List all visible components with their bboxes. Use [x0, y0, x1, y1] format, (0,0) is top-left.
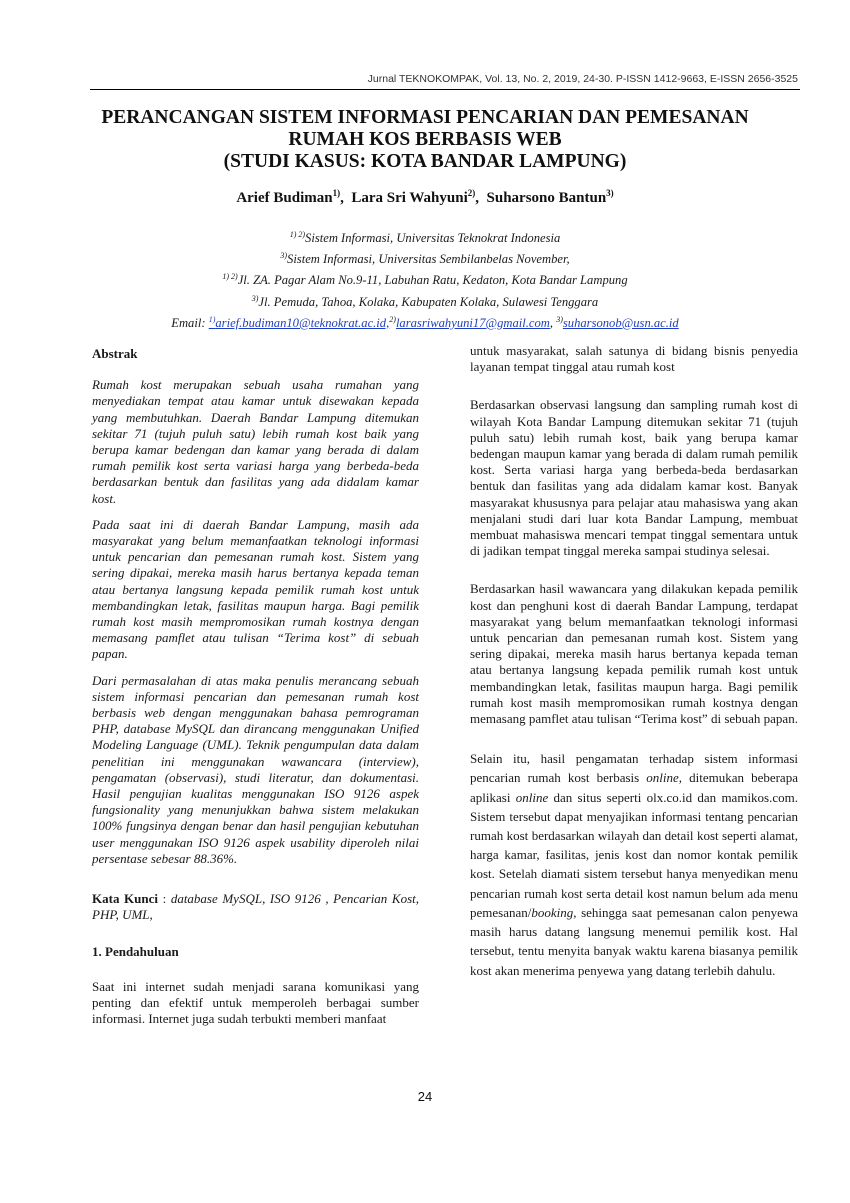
author-1-sup: 1): [332, 188, 341, 198]
title-line-3: (STUDI KASUS: KOTA BANDAR LAMPUNG): [223, 151, 627, 172]
page-number: 24: [417, 1089, 433, 1104]
intro-paragraph-1: Saat ini internet sudah menjadi sarana komunikasi yang penting dan efektif untuk memperoleh berbagai sumber informasi. Internet juga sudah terbukti memberi manfaat: [92, 978, 419, 1027]
p4-part-e: dan situs seperti olx.co.id dan mamikos.com. Sistem tersebut dapat menyajikan informasi tentang pencarian rumah kost berdasarkan wilayah dan detail kost seperti alamat, harga kamar, fasilitas, jenis kost dan nomor kontak pemilik kost. Setelah diamati sistem tersebut hanya menyedikan menu pencarian rumah kost serta detail kost namun belum ada menu pemesanan/: [470, 789, 798, 920]
affiliation-line-2: [60, 247, 790, 268]
p4-part-a: Selain itu, hasil pengamatan terhadap sistem informasi pencarian rumah kost berbasis: [470, 751, 798, 786]
affiliation-line-4: [60, 290, 790, 311]
affiliation-line-1: [60, 226, 790, 247]
abstract-paragraph-2: Pada saat ini di daerah Bandar Lampung, masih ada masyarakat yang belum memanfaatkan teknologi informasi untuk pencarian dan pemesanan rumah kost. Sistem yang sering dipakai, mereka masih harus bertanya kepada teman atau bertanya langsung kepada pemilik rumah kost untuk membandingkan letak, fasilitas maupun harga. Bagi pemilik rumah kost masih mempromosikan rumah kostnya dengan memasang pamflet atau tulisan “Terima kost” di sebuah papan.: [92, 516, 419, 662]
author-list: Arief Budiman$^{1)}$, Lara Sri Wahyuni$^{2)}$, Suharsono Bantun$^{3)}$: [236, 188, 614, 206]
right-column: [470, 343, 798, 980]
keywords-separator: :: [158, 891, 171, 907]
abstract-heading: Abstrak: [92, 346, 138, 361]
email-label: Email:: [171, 315, 209, 330]
affiliation-line-3: [60, 268, 790, 289]
email-1-sup: 1): [208, 314, 216, 324]
intro-paragraph-2: Berdasarkan observasi langsung dan sampling rumah kost di wilayah Kota Bandar Lampung ditemukan sekitar 71 (tujuh puluh satu) lebih rumah kost, baik yang berupa kamar bedengan maupun kamar yang berada di dalam rumah pemilik kost. Serta variasi harga yang berbeda-beda berdasarkan bentuk dan fasilitas yang ada didalam kamar kost. Banyak masyarakat khususnya para pelajar atau mahasiswa yang akan menjalani studi dari luar kota Bandar Lampung, membuat membuat mahasiswa mencari tempat tinggal sementara untuk di jadikan tempat tinggal mereka sampai studinya selesai.: [470, 397, 798, 559]
email-3-sup: 3): [556, 314, 563, 324]
author-3-sup: 3): [606, 188, 614, 198]
intro-paragraph-continued: untuk masyarakat, salah satunya di bidang bisnis penyedia layanan tempat tinggal atau rumah kost: [470, 343, 798, 375]
affiliation-3-sup: 1) 2): [222, 272, 238, 282]
email-link-3[interactable]: suharsonob@usn.ac.id: [562, 315, 679, 330]
author-2: Lara Sri Wahyuni: [351, 190, 468, 206]
section-heading: 1. Pendahuluan: [92, 943, 179, 959]
title-line-1: PERANCANGAN SISTEM INFORMASI PENCARIAN DAN PEMESANAN: [101, 107, 749, 128]
p4-part-c: ditemukan beberapa aplikasi: [470, 770, 798, 805]
intro-paragraph-4: [470, 749, 798, 979]
keywords-label: Kata Kunci: [92, 891, 158, 907]
p4-online-1: online,: [646, 770, 683, 786]
intro-paragraph-3: Berdasarkan hasil wawancara yang dilakukan kepada pemilik kost dan penghuni kost di daerah Bandar Lampung, terdapat masyarakat yang belum memanfaatkan teknologi informasi untuk pencarian dan pemesanan rumah kost. Sistem yang sering dipakai, mereka masih harus bertanya kepada teman atau bertanya langsung kepada pemilik rumah kost untuk membandingkan letak, fasilitas maupun harga. Bagi pemilik rumah kost masih mempromosikan rumah kostnya dengan memasang pamflet atau tulisan “Terima kost” di sebuah papan.: [470, 581, 798, 727]
email-separator: ,: [549, 315, 557, 330]
left-column: [92, 346, 419, 1027]
affiliation-2-sup: 3): [280, 251, 288, 261]
affiliation-4-text: Jl. Pemuda, Tahoa, Kolaka, Kabupaten Kolaka, Sulawesi Tenggara: [258, 294, 599, 309]
title-line-2: RUMAH KOS BERBASIS WEB: [288, 129, 562, 150]
email-1-text: arief.budiman10@teknokrat.ac.id,: [215, 315, 390, 330]
email-2-sup: 2): [389, 314, 396, 324]
author-3: Suharsono Bantun: [486, 190, 607, 206]
journal-header: Jurnal TEKNOKOMPAK, Vol. 13, No. 2, 2019, 24-30. P-ISSN 1412-9663, E-ISSN 2656-3525: [367, 73, 798, 85]
abstract-paragraph-1: Rumah kost merupakan sebuah usaha rumahan yang menyediakan tempat atau kamar untuk disewakan kepada yang membutuhkan. Daerah Bandar Lampung ditemukan sekitar 71 (tujuh puluh satu) lebih rumah kost baik yang berupa kamar bedengan dan kamar yang berada di dalam rumah pemilik kost serta variasi harga yang berbeda-beda berdasarkan bentuk dan fasilitas yang ada didalam kamar kost.: [92, 377, 419, 506]
paper-title: [60, 107, 790, 173]
header-rule: [90, 89, 800, 90]
affiliation-4-sup: 3): [251, 293, 259, 303]
affiliation-1-text: Sistem Informasi, Universitas Teknokrat Indonesia: [305, 231, 561, 246]
author-2-sup: 2): [467, 188, 476, 198]
author-1: Arief Budiman: [236, 190, 333, 206]
affiliations: [60, 226, 790, 332]
p4-online-2: online: [515, 789, 549, 805]
email-link-2[interactable]: larasriwahyuni17@gmail.com: [395, 315, 550, 330]
email-link-1[interactable]: [209, 316, 390, 330]
email-line: [60, 311, 790, 332]
affiliation-2-text: Sistem Informasi, Universitas Sembilanbelas November,: [287, 252, 570, 267]
p4-part-g: , sehingga saat pemesanan calon penyewa masih harus datang langsung menemui pemilik kost. Hal tersebut, tentu menyita banyak waktu karena biasanya pemilik kost akan menerima penyewa yang datang terlebih dahulu.: [470, 904, 798, 978]
affiliation-3-text: Jl. ZA. Pagar Alam No.9-11, Labuhan Ratu, Kedaton, Kota Bandar Lampung: [237, 273, 628, 288]
p4-booking: booking: [531, 904, 574, 920]
abstract-paragraph-3: Dari permasalahan di atas maka penulis merancang sebuah sistem informasi pencarian dan pemesanan rumah kost berbasis web dengan menggunakan bahasa pemrograman PHP, database MySQL dan dirancang menggunakan Unified Modeling Language (UML). Teknik pengumpulan data dalam penelitian ini menggunakan wawancara (interview), pengamatan (observasi), studi literatur, dan dokumentasi. Hasil pengujian kualitas menggunakan ISO 9126 aspek fungsionality yang menunjukkan bahwa sistem melakukan 100% fungsinya dengan benar dan hasil pengujian kebutuhan user menggunakan ISO 9126 aspek usability diperoleh nilai persentase sebesar 88.36%.: [92, 672, 419, 866]
keywords: [92, 891, 419, 923]
keywords-text: database MySQL, ISO 9126 , Pencarian Kost, PHP, UML,: [92, 891, 419, 923]
affiliation-1-sup: 1) 2): [289, 230, 306, 239]
